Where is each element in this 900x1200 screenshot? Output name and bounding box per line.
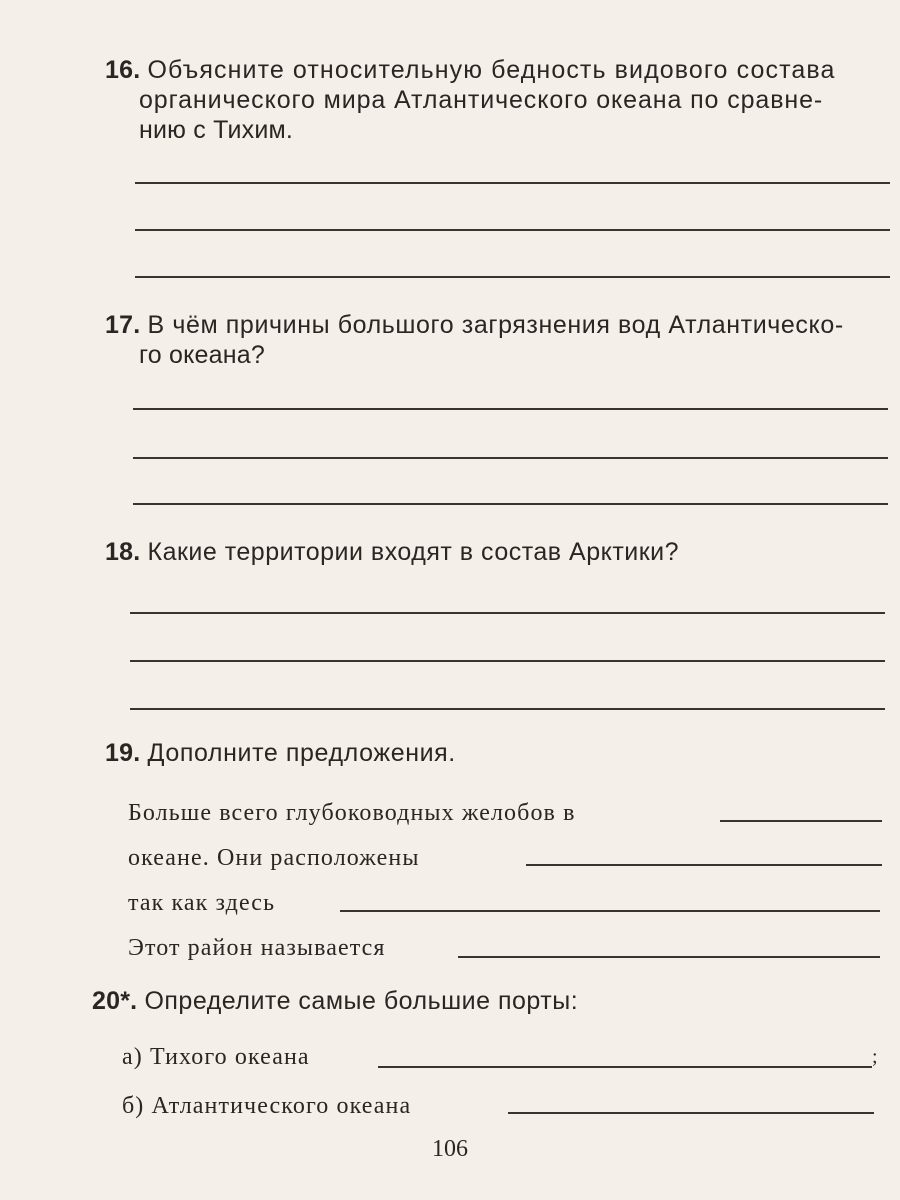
fill-blank[interactable] — [508, 1112, 874, 1114]
question-18 — [105, 537, 890, 567]
fill-sentence: океане. Они расположены — [128, 845, 420, 871]
fill-blank[interactable] — [340, 910, 880, 912]
punctuation-mark: ; — [872, 1046, 879, 1068]
question-text: Дополните предложения. — [147, 739, 456, 767]
answer-line[interactable] — [130, 612, 885, 614]
question-number: 16. — [105, 56, 141, 84]
answer-line[interactable] — [130, 708, 885, 710]
answer-line[interactable] — [133, 408, 888, 410]
question-17 — [105, 310, 890, 370]
fill-blank[interactable] — [458, 956, 880, 958]
fill-blank[interactable] — [378, 1066, 872, 1068]
answer-line[interactable] — [135, 229, 890, 231]
fill-blank[interactable] — [720, 820, 882, 822]
question-text-line: нию с Тихим. — [139, 116, 294, 144]
answer-line[interactable] — [133, 457, 888, 459]
question-text-line: го океана? — [139, 341, 265, 369]
answer-line[interactable] — [135, 276, 890, 278]
question-text: Какие территории входят в состав Арктики? — [147, 538, 680, 566]
question-19 — [105, 738, 890, 768]
question-text-line: В чём причины большого загрязнения вод Атлантическо- — [147, 311, 844, 339]
answer-line[interactable] — [133, 503, 888, 505]
question-text-line: органического мира Атлантического океана по сравне- — [139, 86, 824, 114]
question-number: 20*. — [92, 987, 138, 1015]
port-item: а) Тихого океана — [122, 1044, 310, 1070]
fill-sentence: Этот район называется — [128, 935, 386, 961]
fill-sentence: так как здесь — [128, 890, 276, 916]
fill-sentence: Больше всего глубоководных желобов в — [128, 800, 576, 826]
question-text-line: Объясните относительную бедность видового состава — [147, 56, 836, 84]
question-20 — [92, 986, 877, 1016]
answer-line[interactable] — [130, 660, 885, 662]
fill-blank[interactable] — [526, 864, 882, 866]
page-number: 106 — [432, 1136, 468, 1162]
question-16 — [105, 55, 890, 145]
answer-line[interactable] — [135, 182, 890, 184]
question-number: 17. — [105, 311, 141, 339]
question-number: 18. — [105, 538, 141, 566]
port-item: б) Атлантического океана — [122, 1093, 412, 1119]
question-text: Определите самые большие порты: — [144, 987, 579, 1015]
question-number: 19. — [105, 739, 141, 767]
